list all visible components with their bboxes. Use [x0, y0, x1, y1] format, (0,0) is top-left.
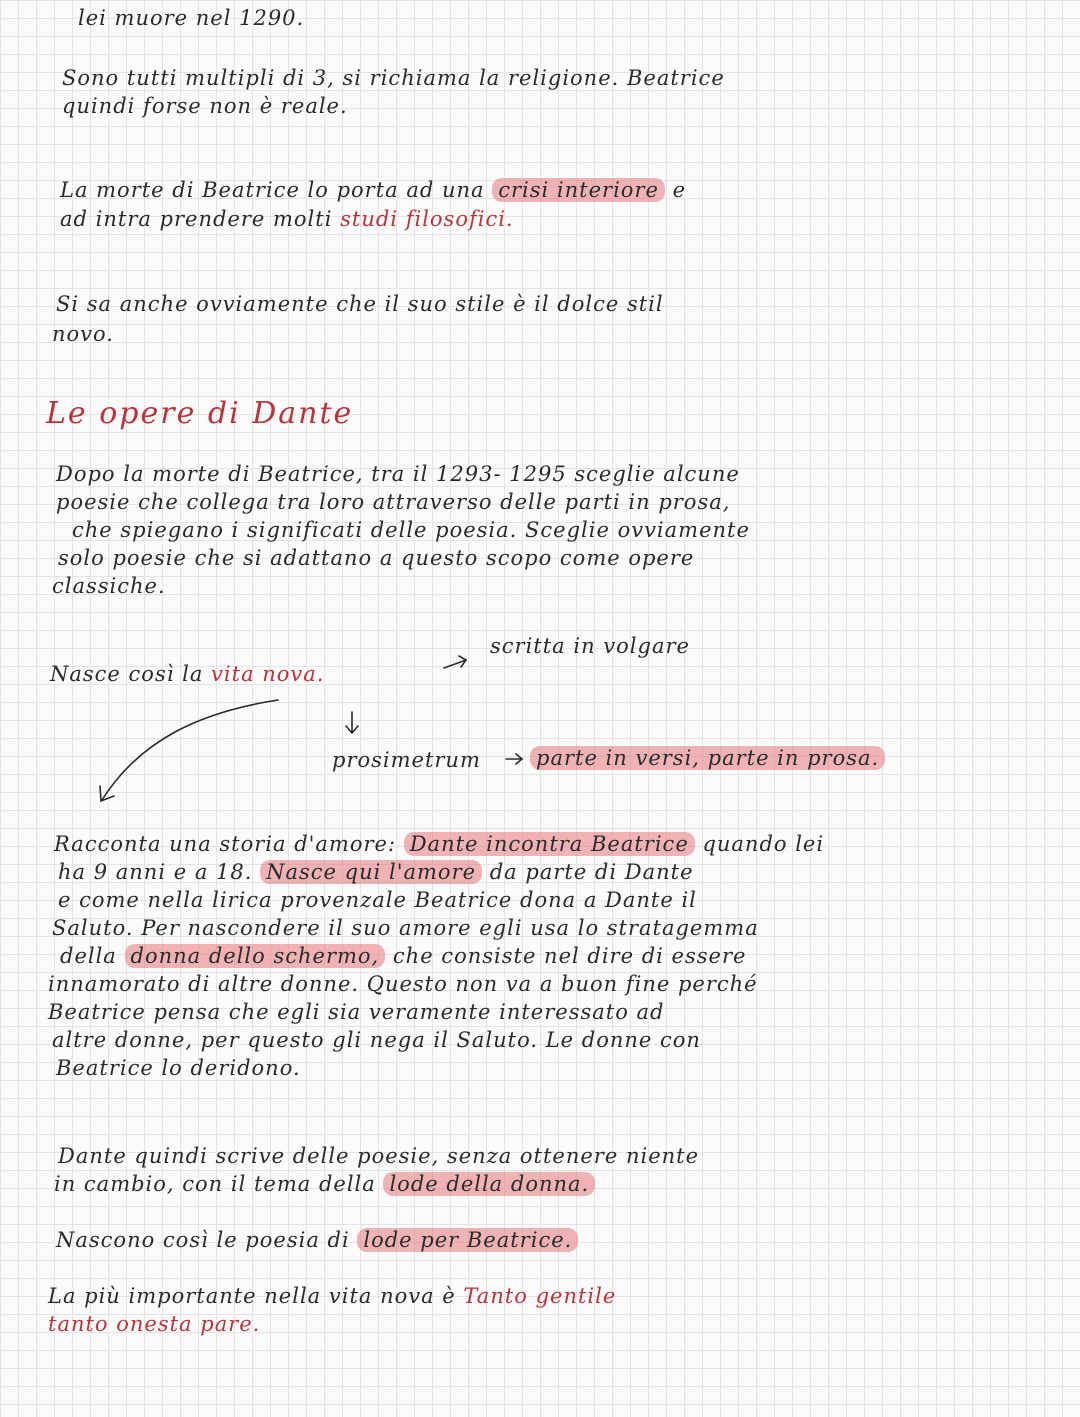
- arrow-right-to-definition-icon: [506, 754, 522, 764]
- paragraph-lode-line-1: Dante quindi scrive delle poesie, senza ottenere niente: [58, 1144, 700, 1168]
- paragraph-story-line-8: altre donne, per questo gli nega il Saluto. Le donne con: [52, 1028, 701, 1052]
- highlight-parte-in-versi: parte in versi, parte in prosa.: [530, 746, 885, 770]
- paragraph-multiples-line-1: Sono tutti multipli di 3, si richiama la religione. Beatrice: [62, 66, 725, 90]
- highlight-nasce-qui-lamore: Nasce qui l'amore: [260, 860, 482, 884]
- paragraph-opere-line-5: classiche.: [52, 574, 166, 598]
- paragraph-story-line-4: Saluto. Per nascondere il suo amore egli usa lo stratagemma: [52, 916, 759, 940]
- paragraph-multiples-line-2: quindi forse non è reale.: [62, 94, 348, 118]
- paragraph-stile-line-1: Si sa anche ovviamente che il suo stile è il dolce stil: [56, 292, 664, 316]
- arrow-down-to-prosimetrum-icon: [346, 712, 358, 733]
- paragraph-opere-line-3: che spiegano i significati delle poesia. Sceglie ovviamente: [72, 518, 750, 542]
- story-line-5-text: della: [60, 944, 117, 968]
- arrow-to-volgare-icon: [444, 656, 466, 668]
- story-line-2-text: ha 9 anni e a 18.: [58, 860, 253, 884]
- red-vita-nova: vita nova.: [211, 662, 325, 686]
- nascono-text: Nascono così le poesia di: [56, 1228, 350, 1252]
- highlight-donna-dello-schermo: donna dello schermo,: [125, 944, 386, 968]
- crisis-line-2-text: ad intra prendere molti: [60, 207, 333, 231]
- highlight-lode-della-donna: lode della donna.: [383, 1172, 595, 1196]
- curved-arrow-to-story-icon: [100, 700, 278, 801]
- annotation-scritta-in-volgare: scritta in volgare: [490, 634, 690, 658]
- highlight-lode-per-beatrice: lode per Beatrice.: [357, 1228, 578, 1252]
- paragraph-story-line-7: Beatrice pensa che egli sia veramente interessato ad: [48, 1000, 665, 1024]
- story-line-2-end: da parte di Dante: [489, 860, 694, 884]
- crisis-text-end: e: [672, 178, 687, 202]
- tanto-gentile-intro: La più importante nella vita nova è: [48, 1284, 456, 1308]
- crisis-text: La morte di Beatrice lo porta ad una: [60, 178, 485, 202]
- vita-nova-intro: Nasce così la: [50, 662, 204, 686]
- paragraph-opere-line-1: Dopo la morte di Beatrice, tra il 1293- 1295 sceglie alcune: [56, 462, 740, 486]
- paragraph-death-year: lei muore nel 1290.: [78, 6, 305, 30]
- heading-le-opere-di-dante: Le opere di Dante: [46, 396, 354, 431]
- paragraph-story-line-9: Beatrice lo deridono.: [56, 1056, 301, 1080]
- paragraph-story-line-3: e come nella lirica provenzale Beatrice dona a Dante il: [58, 888, 697, 912]
- red-tanto-gentile: Tanto gentile: [463, 1284, 617, 1308]
- paragraph-opere-line-2: poesie che collega tra loro attraverso delle parti in prosa,: [56, 490, 731, 514]
- paragraph-stile-line-2: novo.: [52, 322, 114, 346]
- paragraph-story-line-6: innamorato di altre donne. Questo non va a buon fine perché: [48, 972, 758, 996]
- lode-line-2-text: in cambio, con il tema della: [54, 1172, 376, 1196]
- story-line-1-text: Racconta una storia d'amore:: [54, 832, 397, 856]
- red-tanto-onesta-pare: tanto onesta pare.: [48, 1312, 261, 1336]
- paragraph-opere-line-4: solo poesie che si adattano a questo scopo come opere: [58, 546, 695, 570]
- term-prosimetrum: prosimetrum: [332, 748, 481, 772]
- highlight-crisi-interiore: crisi interiore: [492, 178, 665, 202]
- story-line-1-end: quando lei: [702, 832, 825, 856]
- red-studi-filosofici: studi filosofici.: [340, 207, 514, 231]
- story-line-5-end: che consiste nel dire di essere: [392, 944, 747, 968]
- highlight-dante-incontra-beatrice: Dante incontra Beatrice: [404, 832, 695, 856]
